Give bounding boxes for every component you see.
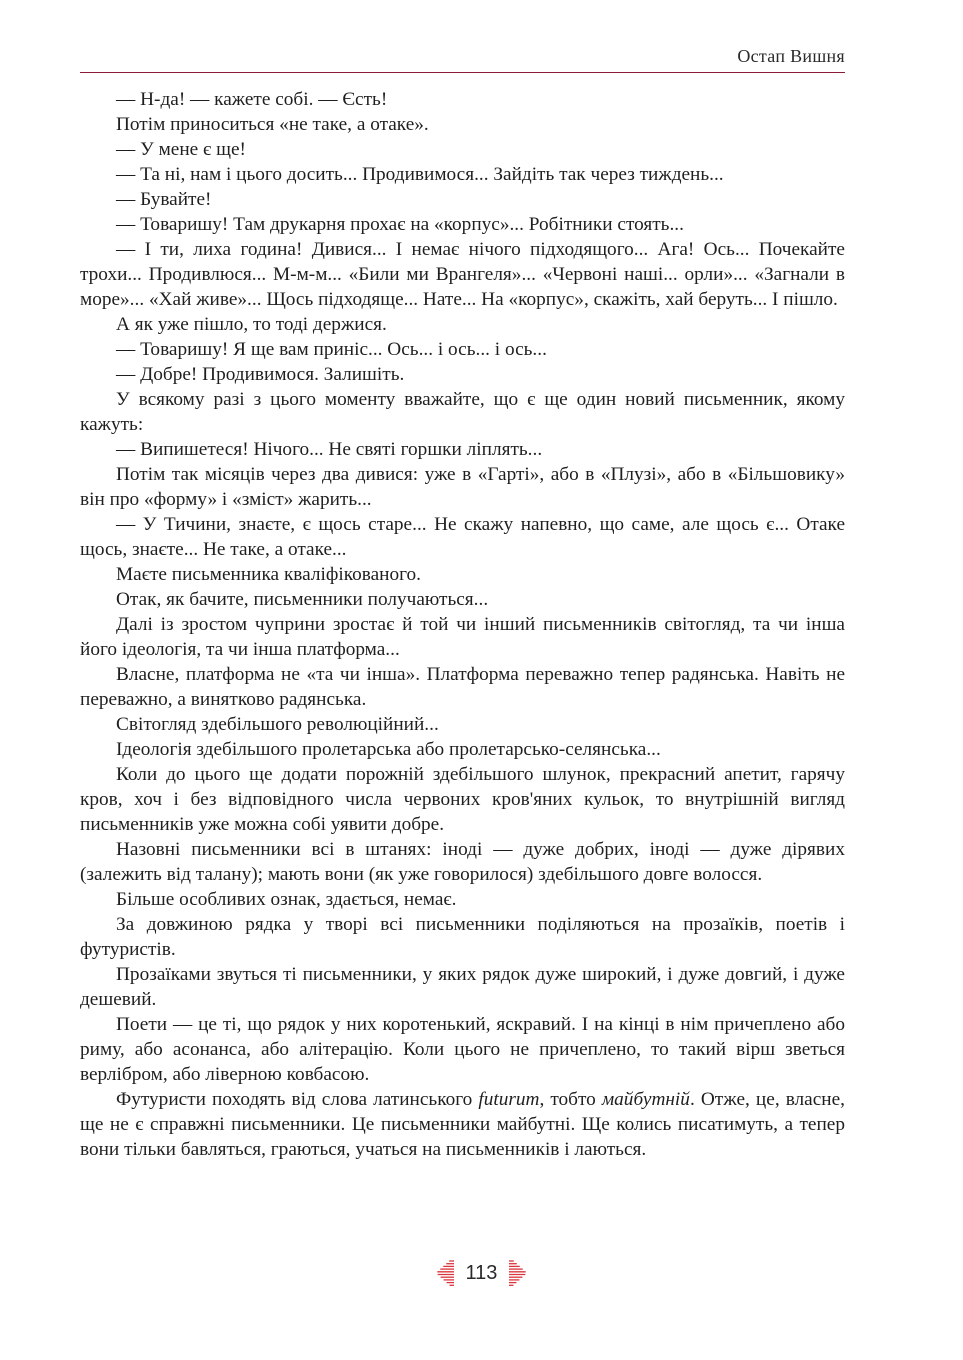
header-author: Остап Вишня (737, 46, 845, 66)
paragraph: — Бувайте! (116, 189, 212, 210)
paragraph-futurists (80, 1087, 845, 1162)
paragraph: Потім так місяців через два дивися: уже в «Гарті», або в «Плузі», або в «Більшовику» він про «форму» і «зміст» жарить... (80, 464, 845, 510)
running-header (80, 44, 845, 73)
text-run: , тобто (539, 1089, 602, 1110)
translation-word: майбутній (601, 1089, 690, 1110)
paragraph: Поети — це ті, що рядок у них коротенький, яскравий. І на кінці в нім причеплено або риму, або асонанса, або алітерацію. Коли цього не причеплено, то такий вірш зветься верлібром, або ліверною ковбасою. (80, 1014, 845, 1085)
paragraph: Маєте письменника кваліфікованого. (116, 564, 421, 585)
paragraph: А як уже пішло, то тоді держися. (116, 314, 387, 335)
paragraph: — Добре! Продивимося. Залишіть. (116, 364, 405, 385)
paragraph: Ідеологія здебільшого пролетарська або пролетарсько-селянська... (116, 739, 661, 760)
paragraph: — І ти, лиха година! Дивися... І немає нічого підходящого... Ага! Ось... Почекайте трохи... Продивлюся... М-м-м... «Били ми Врангеля»... «Червоні наші... орли»... «Загнали в море»... «Хай живе»... Щось підходяще... Нате... На «корпус», скажіть, хай беруть... І пішло. (80, 239, 845, 310)
right-ornament-icon (507, 1258, 529, 1288)
paragraph: — Товаришу! Там друкарня прохає на «корпус»... Робітники стоять... (116, 214, 684, 235)
paragraph: Назовні письменники всі в штанях: іноді — дуже добрих, іноді — дуже дірявих (залежить від талану); мають вони (як уже говорилося) здебільшого довге волосся. (80, 839, 845, 885)
paragraph: Потім приноситься «не таке, а отаке». (116, 114, 429, 135)
page-footer (0, 1258, 963, 1288)
paragraph: — У Тичини, знаєте, є щось старе... Не скажу напевно, що саме, але щось є... Отаке щось, знаєте... Не таке, а отаке... (80, 514, 845, 560)
paragraph: За довжиною рядка у творі всі письменники поділяються на прозаїків, поетів і футуристів. (80, 914, 845, 960)
text-run: . Отже, це, власне, ще не є справжні письменники. Це письменники майбутні. Ще колись писатимуть, а тепер вони тільки бавляться, граються, учаться на письменників і лаються. (80, 1089, 845, 1160)
page-body (80, 87, 845, 1162)
paragraph: Далі із зростом чуприни зростає й той чи інший письменників світогляд, та чи інша його ідеологія, та чи інша платформа... (80, 614, 845, 660)
paragraph: — Н-да! — кажете собі. — Єсть! (116, 89, 388, 110)
ornament-lines (509, 1261, 526, 1285)
paragraph: Більше особливих ознак, здається, немає. (116, 889, 457, 910)
text-run: Футуристи походять від слова латинського (116, 1089, 479, 1110)
paragraph: Світогляд здебільшого революційний... (116, 714, 439, 735)
paragraph: Отак, як бачите, письменники получаються... (116, 589, 489, 610)
paragraph: Прозаїками звуться ті письменники, у яких рядок дуже широкий, і дуже довгий, і дуже дешевий. (80, 964, 845, 1010)
left-ornament-icon (434, 1258, 456, 1288)
paragraph: — Товаришу! Я ще вам приніс... Ось... і ось... і ось... (116, 339, 547, 360)
latin-word: futurum (478, 1089, 540, 1110)
paragraph: Коли до цього ще додати порожній здебільшого шлунок, прекрасний апетит, гарячу кров, хоч і без відповідного числа червоних кров'яних кульок, то внутрішній вигляд письменників уже можна собі уявити добре. (80, 764, 845, 835)
ornament-lines (437, 1261, 454, 1285)
paragraph: — Та ні, нам і цього досить... Продивимося... Зайдіть так через тиждень... (116, 164, 724, 185)
paragraph: У всякому разі з цього моменту вважайте, що є ще один новий письменник, якому кажуть: (80, 389, 845, 435)
page-number: 113 (465, 1261, 498, 1284)
paragraph: — У мене є ще! (116, 139, 246, 160)
paragraph: Власне, платформа не «та чи інша». Платформа переважно тепер радянська. Навіть не переважно, а винятково радянська. (80, 664, 845, 710)
paragraph: — Випишетеся! Нічого... Не святі горшки ліплять... (116, 439, 543, 460)
